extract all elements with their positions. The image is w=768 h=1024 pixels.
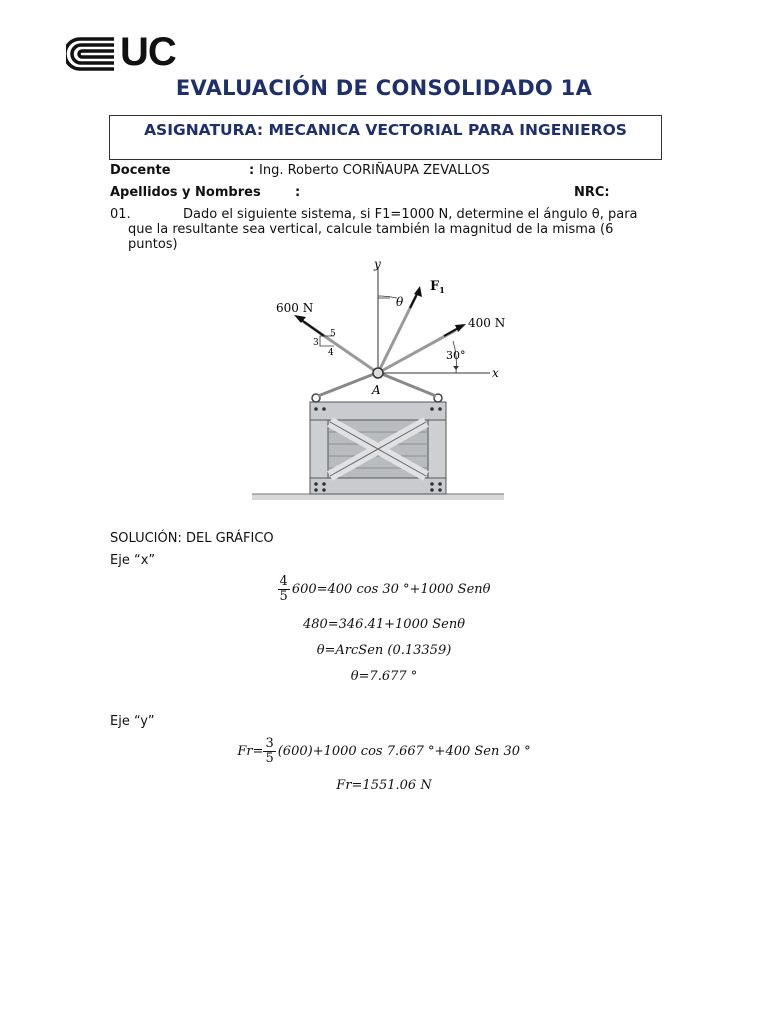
equation-4: θ=7.677 °: [350, 669, 418, 684]
force-f1-label: $F_1$: [430, 279, 445, 295]
subject-title: ASIGNATURA: MECANICA VECTORIAL PARA INGENIEROS: [144, 121, 627, 139]
question-text: Dado el siguiente sistema, si F1=1000 N, determine el ángulo θ, para que la resultante sea vertical, calcule también la magnitud de la misma (6 puntos): [128, 207, 638, 252]
question-number: 01.: [110, 207, 131, 222]
equation-3: θ=ArcSen (0.13359): [316, 643, 452, 658]
point-a-label: A: [372, 383, 381, 397]
equation-2: 480=346.41+1000 Senθ: [302, 617, 466, 632]
crate-force-diagram: [248, 256, 506, 506]
nombres-separator: :: [295, 185, 301, 200]
slope-5-label: 5: [330, 329, 336, 339]
logo-text: UC: [120, 30, 176, 74]
equation-1: $\frac{4}{5}$ 600=400 cos 30 °+1000 Senθ: [279, 574, 491, 604]
slope-4-label: 4: [328, 348, 334, 358]
page-title: EVALUACIÓN DE CONSOLIDADO 1A: [175, 76, 593, 100]
theta-label: θ: [396, 295, 404, 309]
slope-3-label: 3: [313, 338, 319, 348]
question: [110, 207, 640, 252]
docente-separator: :: [249, 163, 255, 178]
force-600-label: 600 N: [276, 301, 314, 315]
docente-label: Docente: [110, 163, 171, 178]
x-axis-label: x: [492, 366, 499, 380]
solution-heading: SOLUCIÓN: DEL GRÁFICO: [110, 531, 274, 546]
equation-6: Fr=1551.06 N: [336, 778, 432, 793]
equation-1-fraction: $\frac{4}{5}$: [279, 574, 288, 604]
nombres-label: Apellidos y Nombres: [110, 185, 261, 200]
subject-box: [109, 115, 662, 160]
equation-5-fraction: $\frac{3}{5}$: [265, 736, 274, 766]
y-axis-label: y: [374, 257, 381, 271]
eje-x-label: Eje “x”: [110, 553, 156, 568]
docente-value: Ing. Roberto CORIÑAUPA ZEVALLOS: [259, 163, 490, 178]
angle-30-label: 30°: [446, 349, 466, 362]
force-400-label: 400 N: [468, 316, 506, 330]
equation-5: Fr= $\frac{3}{5}$ (600)+1000 cos 7.667 °+400 Sen 30 °: [237, 736, 531, 766]
eje-y-label: Eje “y”: [110, 714, 155, 729]
nrc-label: NRC:: [574, 185, 610, 200]
